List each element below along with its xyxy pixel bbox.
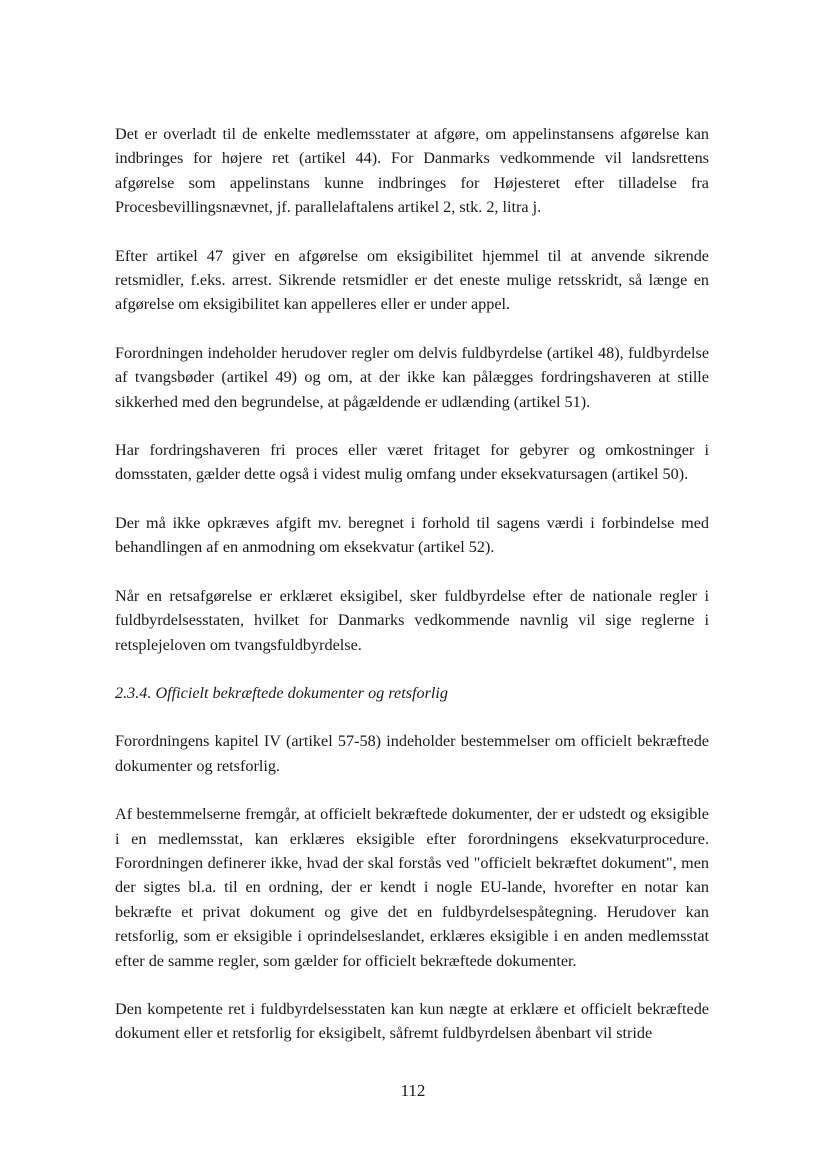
paragraph-protective-measures: Efter artikel 47 giver en afgørelse om eksigibilitet hjemmel til at anvende sikrende retsmidler, f.eks. arrest. Sikrende retsmidler er det eneste mulige retsskridt, så længe en afgørelse om eksigibilitet kan appelleres eller er under appel. [115, 246, 709, 314]
paragraph-legal-aid: Har fordringshaveren fri proces eller været fritaget for gebyrer og omkostninger i domsstaten, gælder dette også i videst mulig omfang under eksekvatursagen (artikel 50). [115, 441, 709, 484]
paragraph-appeal-instance: Det er overladt til de enkelte medlemsstater at afgøre, om appelinstansens afgørelse kan indbringes for højere ret (artikel 44). For Danmarks vedkommende vil landsrettens afgørelse som appelinstans kunne indbringes for Højesteret efter tilladelse fra Procesbevillingsnævnet, jf. parallelaftalens artikel 2, stk. 2, litra j. [115, 125, 709, 217]
document-body [115, 122, 709, 1070]
paragraph-national-rules: Når en retsafgørelse er erklæret eksigibel, sker fuldbyrdelse efter de nationale regler i fuldbyrdelsesstaten, hvilket for Danmarks vedkommende navnlig vil sige reglerne i retsplejeloven om tvangsfuldbyrdelse. [115, 586, 709, 654]
paragraph-competent-court: Den kompetente ret i fuldbyrdelsesstaten kan kun nægte at erklære et officielt bekræftede dokument eller et retsforlig for eksigibelt, såfremt fuldbyrdelsen åbenbart vil stride [115, 999, 709, 1043]
paragraph-partial-enforcement: Forordningen indeholder herudover regler om delvis fuldbyrdelse (artikel 48), fuldbyrdelse af tvangsbøder (artikel 49) og om, at der ikke kan pålægges fordringshaveren at stille sikkerhed med den begrundelse, at pågældende er udlænding (artikel 51). [115, 343, 709, 411]
paragraph-no-fees: Der må ikke opkræves afgift mv. beregnet i forhold til sagens værdi i forbindelse med behandlingen af en anmodning om eksekvatur (artikel 52). [115, 513, 709, 557]
paragraph-chapter-iv: Forordningens kapitel IV (artikel 57-58) indeholder bestemmelser om officielt bekræftede dokumenter og retsforlig. [115, 732, 709, 775]
page-number: 112 [400, 1081, 426, 1100]
section-heading: 2.3.4. Officielt bekræftede dokumenter og retsforlig [115, 683, 448, 702]
paragraph-authentic-instruments: Af bestemmelserne fremgår, at officielt bekræftede dokumenter, der er udstedt og eksigible i en medlemsstat, kan erklæres eksigible efter forordningens eksekvaturprocedure. Forordningen definerer ikke, hvad der skal forstås ved "officielt bekræftet dokument", men der sigtes bl.a. til en ordning, der er kendt i nogle EU-lande, hvorefter en notar kan bekræfte et privat dokument og give det en fuldbyrdelsespåtegning. Herudover kan retsforlig, som er eksigible i oprindelseslandet, erklæres eksigible i en anden medlemsstat efter de samme regler, som gælder for officielt bekræftede dokumenter. [115, 805, 709, 970]
